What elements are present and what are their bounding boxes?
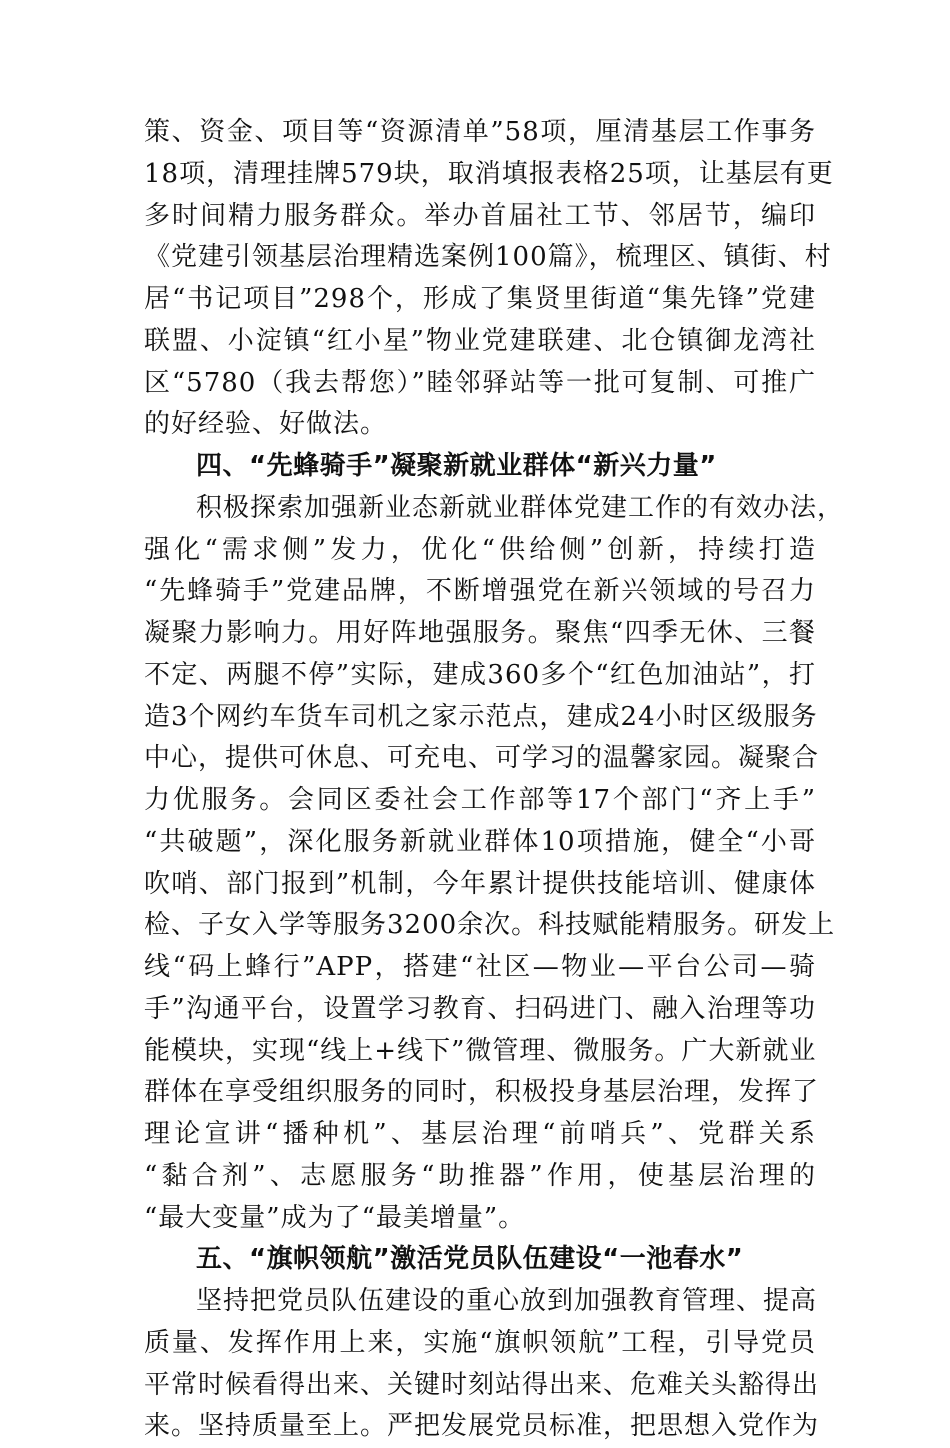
paragraph-line: 坚持把党员队伍建设的重心放到加强教育管理、提高 bbox=[196, 1286, 818, 1316]
paragraph-line: 线“码上蜂行”APP，搭建“社区—物业—平台公司—骑 bbox=[144, 952, 816, 982]
paragraph-line: “最大变量”成为了“最美增量”。 bbox=[144, 1202, 526, 1233]
paragraph-line: 联盟、小淀镇“红小星”物业党建联建、北仓镇御龙湾社 bbox=[144, 325, 816, 356]
paragraph-line: 居“书记项目”298个，形成了集贤里街道“集先锋”党建 bbox=[144, 284, 816, 314]
paragraph-line: “共破题”，深化服务新就业群体10项措施，健全“小哥 bbox=[144, 826, 816, 857]
paragraph-line: 18项，清理挂牌579块，取消填报表格25项，让基层有更 bbox=[144, 158, 834, 189]
paragraph-line: 理论宣讲“播种机”、基层治理“前哨兵”、党群关系 bbox=[144, 1119, 816, 1149]
paragraph-line: 来。坚持质量至上。严把发展党员标准，把思想入党作为 bbox=[144, 1411, 820, 1442]
paragraph-line: 中心，提供可休息、可充电、可学习的温馨家园。凝聚合 bbox=[144, 743, 820, 774]
section-heading: 四、“先蜂骑手”凝聚新就业群体“新兴力量” bbox=[196, 451, 717, 481]
section-heading: 五、“旗帜领航”激活党员队伍建设“一池春水” bbox=[196, 1244, 744, 1275]
paragraph-line: 区“5780（我去帮您）”睦邻驿站等一批可复制、可推广 bbox=[144, 367, 816, 398]
paragraph-line: 平常时候看得出来、关键时刻站得出来、危难关头豁得出 bbox=[144, 1369, 820, 1400]
paragraph-line: 群体在享受组织服务的同时，积极投身基层治理，发挥了 bbox=[144, 1077, 820, 1108]
paragraph-line: 策、资金、项目等“资源清单”58项，厘清基层工作事务 bbox=[144, 117, 816, 147]
paragraph-line: 多时间精力服务群众。举办首届社工节、邻居节，编印 bbox=[144, 200, 816, 231]
paragraph-line: 手”沟通平台，设置学习教育、扫码进门、融入治理等功 bbox=[144, 993, 816, 1024]
paragraph-line: 积极探索加强新业态新就业群体党建工作的有效办法， bbox=[196, 492, 845, 523]
paragraph-line: 不定、两腿不停”实际，建成360多个“红色加油站”，打 bbox=[144, 659, 816, 690]
paragraph-line: 凝聚力影响力。用好阵地强服务。聚焦“四季无休、三餐 bbox=[144, 618, 816, 648]
paragraph-line: 吹哨、部门报到”机制，今年累计提供技能培训、健康体 bbox=[144, 868, 816, 899]
document-body bbox=[144, 112, 845, 1448]
paragraph-line: 的好经验、好做法。 bbox=[144, 409, 388, 440]
paragraph-line: 能模块，实现“线上+线下”微管理、微服务。广大新就业 bbox=[144, 1035, 817, 1066]
paragraph-line: 质量、发挥作用上来，实施“旗帜领航”工程，引导党员 bbox=[144, 1327, 816, 1358]
paragraph-line: 造3个网约车货车司机之家示范点，建成24小时区级服务 bbox=[144, 701, 818, 732]
paragraph-line: 《党建引领基层治理精选案例100篇》，梳理区、镇街、村 bbox=[144, 242, 832, 273]
paragraph-line: 强化“需求侧”发力，优化“供给侧”创新，持续打造 bbox=[144, 534, 816, 565]
paragraph-line: “先蜂骑手”党建品牌，不断增强党在新兴领域的号召力 bbox=[144, 576, 816, 607]
paragraph-line: 检、子女入学等服务3200余次。科技赋能精服务。研发上 bbox=[144, 910, 836, 941]
paragraph-line: 力优服务。会同区委社会工作部等17个部门“齐上手” bbox=[144, 785, 816, 815]
paragraph-line: “黏合剂”、志愿服务“助推器”作用，使基层治理的 bbox=[144, 1160, 816, 1191]
